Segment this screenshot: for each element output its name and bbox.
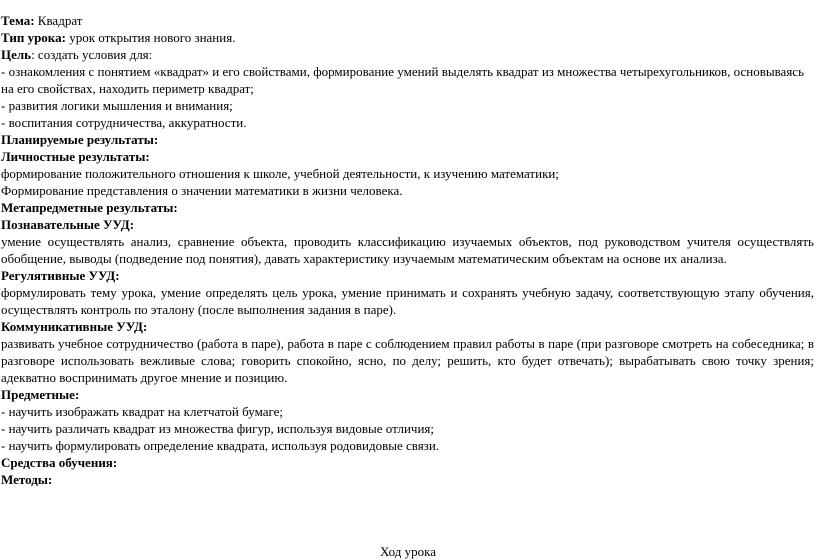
topic-label: Тема: xyxy=(1,13,35,28)
cognitive-heading: Познавательные УУД: xyxy=(1,217,135,232)
goal-item: - ознакомления с понятием «квадрат» и его свойствами, формирование умений выделять квадрат из множества четырехугольников, основываясь на его свойствах, находить периметр квадрат; xyxy=(1,64,805,96)
goal-value: : создать условия для: xyxy=(31,47,153,62)
personal-item: Формирование представления о значении математики в жизни человека. xyxy=(1,183,403,198)
communicative-heading: Коммуникативные УУД: xyxy=(1,319,148,334)
means-heading: Средства обучения: xyxy=(1,455,118,470)
goal-label: Цель xyxy=(1,47,32,62)
goal-item: - воспитания сотрудничества, аккуратности. xyxy=(1,115,247,130)
metasubject-heading: Метапредметные результаты: xyxy=(1,200,178,215)
regulative-text: формулировать тему урока, умение определять цель урока, умение принимать и сохранять учебную задачу, соответствующую этапу обучения, осуществлять контроль по эталону (после выполнения задания в паре). xyxy=(1,285,814,317)
lesson-type-label: Тип урока: xyxy=(1,30,66,45)
regulative-heading: Регулятивные УУД: xyxy=(1,268,120,283)
lesson-flow-title: Ход урока xyxy=(380,544,436,559)
planned-results-heading: Планируемые результаты: xyxy=(1,132,159,147)
topic-line xyxy=(1,12,814,29)
personal-results-heading: Личностные результаты: xyxy=(1,149,150,164)
document-body xyxy=(1,12,814,488)
goal-item: - развития логики мышления и внимания; xyxy=(1,98,233,113)
subject-item: - научить изображать квадрат на клетчатой бумаге; xyxy=(1,404,284,419)
personal-item: формирование положительного отношения к школе, учебной деятельности, к изучению математики; xyxy=(1,166,559,181)
subject-heading: Предметные: xyxy=(1,387,80,402)
cognitive-text: умение осуществлять анализ, сравнение объекта, проводить классификацию изучаемых объектов, под руководством учителя осуществлять обобщение, выводы (подведение под понятия), давать характеристику изучаемым математическим объектам на основе их анализа. xyxy=(1,234,814,266)
goal-line xyxy=(1,46,814,63)
subject-item: - научить формулировать определение квадрата, используя родовидовые связи. xyxy=(1,438,440,453)
topic-value: Квадрат xyxy=(34,13,83,28)
lesson-type-value: урок открытия нового знания. xyxy=(65,30,236,45)
communicative-text: развивать учебное сотрудничество (работа в паре), работа в паре с соблюдением правил работы в паре (при разговоре смотреть на собеседника; в разговоре использовать вежливые слова; говорить спокойно, ясно, по делу; решить, кто будет отвечать); вырабатывать свою точку зрения; адекватно воспринимать другое мнение и позицию. xyxy=(1,336,814,385)
subject-item: - научить различать квадрат из множества фигур, используя видовые отличия; xyxy=(1,421,434,436)
lesson-type-line xyxy=(1,29,814,46)
methods-heading: Методы: xyxy=(1,472,53,487)
